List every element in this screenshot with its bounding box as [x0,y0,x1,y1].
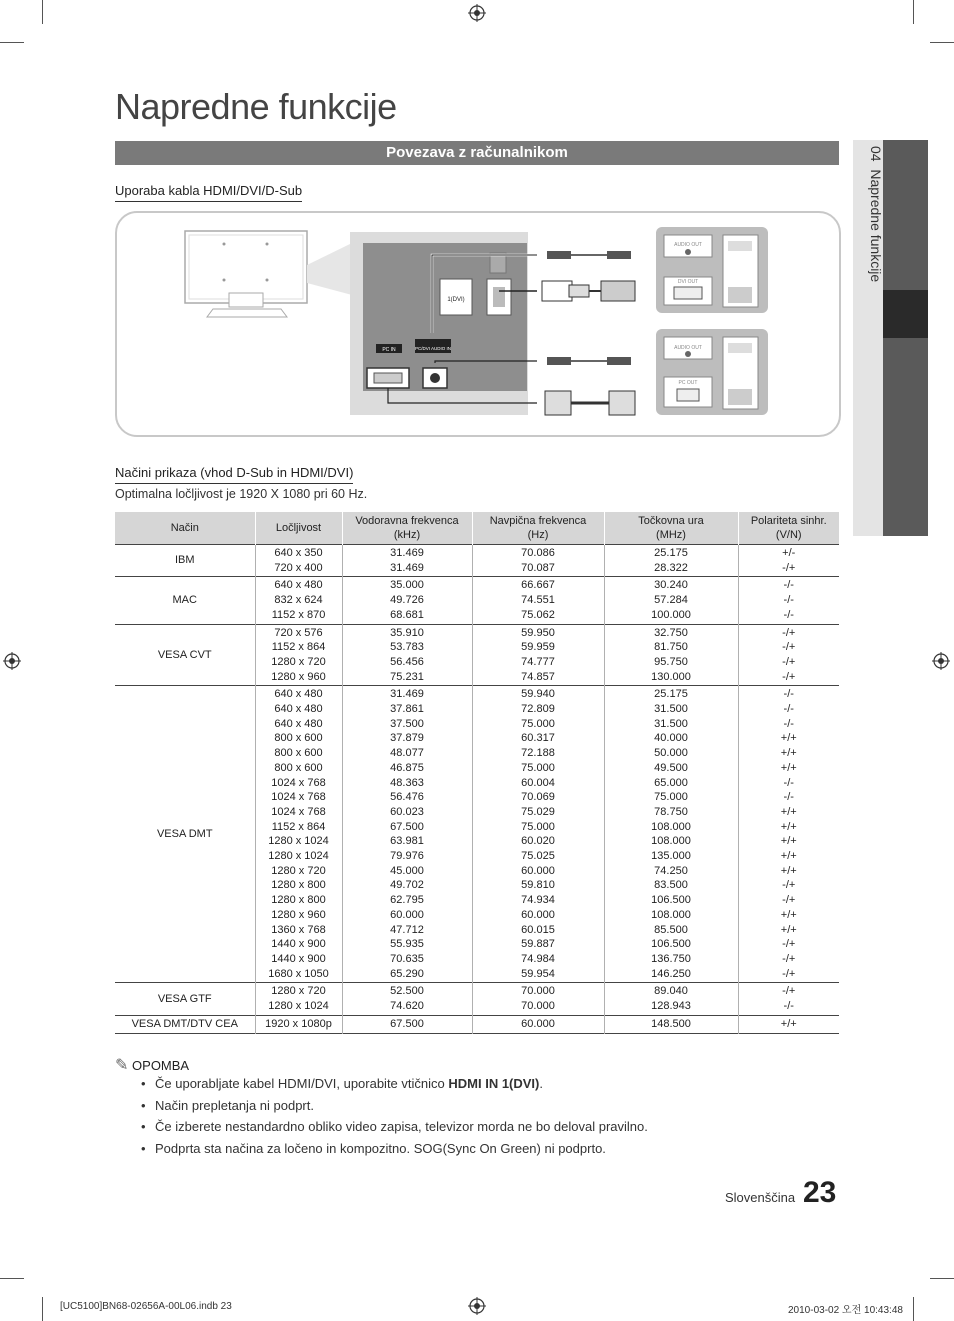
pc1-video-label: DVI OUT [677,279,699,285]
vfreq-cell: 59.940 72.809 75.000 60.317 72.188 75.000 60.004 70.069 75.029 75.000 60.020 75.025 60.000 59.810 74.934 60.000 60.015 59.887 74.984 59.954 [472,686,604,983]
note-list [141,1076,648,1162]
page-number: 23 [803,1176,837,1209]
crop-mark [930,1278,954,1279]
polarity-cell: +/+ [738,1015,839,1033]
connection-diagram [115,211,841,437]
mode-cell: VESA GTF [157,992,212,1005]
clock-cell: 148.500 [604,1015,738,1033]
optimal-resolution-text: Optimalna ločljivost je 1920 X 1080 pri 60 Hz. [115,487,368,501]
note-heading-label: OPOMBA [132,1058,190,1073]
page-title: Napredne funkcije [115,86,397,127]
column-header: Navpična frekvenca (Hz) [472,512,604,545]
tv-port-audio-label: PC/DVI AUDIO IN [414,346,452,351]
mode-cell: MAC [172,594,197,607]
resolution-cell: 640 x 480 640 x 480 640 x 480 800 x 600 800 x 600 800 x 600 1024 x 768 1024 x 768 1024 x 768 1152 x 864 1280 x 1024 1280 x 1024 1280 x 720 1280 x 800 1280 x 800 1280 x 960 1360 x 768 1440 x 900 1440 x 900 1680 x 1050 [255,686,342,983]
tv-port-hdmi-label: 1(DVI) [447,297,465,303]
crop-mark [0,42,24,43]
column-header: Polariteta sinhr. (V/N) [738,512,839,545]
resolution-cell: 640 x 480 832 x 624 1152 x 870 [255,577,342,624]
note-text: Če uporabljate kabel HDMI/DVI, uporabite vtičnico [155,1076,449,1091]
mode-cell: IBM [174,554,195,567]
column-header: Način [115,512,255,545]
column-header: Ločljivost [255,512,342,545]
tv-port-pcin-label: PC IN [382,347,396,353]
table-row [115,624,839,686]
crop-mark [42,1297,43,1321]
crop-mark [913,0,914,24]
note-text: Način prepletanja ni podprt. [155,1097,314,1113]
polarity-cell: +/- -/+ [738,545,839,577]
column-header: Vodoravna frekvenca (kHz) [342,512,472,545]
pencil-icon: ✎ [115,1057,129,1074]
resolution-cell: 1280 x 720 1280 x 1024 [255,983,342,1015]
vfreq-cell: 70.000 70.000 [472,983,604,1015]
registration-mark-icon [468,1297,486,1315]
footer-language: Slovenščina [725,1190,796,1205]
mode-cell: VESA DMT [156,828,213,840]
registration-mark-icon [932,652,950,670]
resolution-cell: 1920 x 1080p [255,1015,342,1033]
section-title: Povezava z računalnikom [115,141,839,165]
chapter-name: Napredne funkcije [868,169,884,283]
table-row [115,1015,839,1033]
pc2-audio-label: AUDIO OUT [674,345,702,351]
clock-cell: 25.175 28.322 [604,545,738,577]
vfreq-cell: 66.667 74.551 75.062 [472,577,604,624]
registration-mark-icon [468,4,486,22]
table-row [115,983,839,1015]
table-row [115,577,839,624]
polarity-cell: -/+ -/- [738,983,839,1015]
pc1-audio-label: AUDIO OUT [674,242,702,248]
list-item [141,1141,648,1157]
hfreq-cell: 35.000 49.726 68.681 [342,577,472,624]
pc2-video-label: PC OUT [678,380,698,386]
polarity-cell: -/- -/- -/- +/+ +/+ +/+ -/- -/- +/+ +/+ +/+ +/+ +/+ -/+ -/+ +/+ +/+ -/+ -/+ -/+ [738,686,839,983]
hfreq-cell: 52.500 74.620 [342,983,472,1015]
crop-mark [930,42,954,43]
note-text: Če izberete nestandardno obliko video zapisa, televizor morda ne bo deloval pravilno. [155,1119,648,1134]
chapter-number: 04 [868,146,884,162]
hfreq-cell: 67.500 [342,1015,472,1033]
crop-mark [42,0,43,24]
table-header-row [115,512,839,545]
note-heading [115,1055,189,1075]
registration-mark-icon [3,652,21,670]
clock-cell: 32.750 81.750 95.750 130.000 [604,624,738,686]
hfreq-cell: 35.910 53.783 56.456 75.231 [342,624,472,686]
vfreq-cell: 70.086 70.087 [472,545,604,577]
subheading-modes: Načini prikaza (vhod D-Sub in HDMI/DVI) [115,465,353,484]
mode-cell: VESA DMT/DTV CEA [131,1017,238,1030]
polarity-cell: -/- -/- -/- [738,577,839,624]
chapter-side-label [868,146,884,282]
list-item [141,1098,648,1114]
note-text: . [539,1076,543,1091]
display-modes-table [115,512,839,1034]
hfreq-cell: 31.469 37.861 37.500 37.879 48.077 46.875 48.363 56.476 60.023 67.500 63.981 79.976 45.000 49.702 62.795 60.000 47.712 55.935 70.635 65.290 [342,686,472,983]
chapter-side-tab-dark [883,140,928,536]
chapter-side-tab-marker [883,290,928,338]
print-slug-right: 2010-03-02 오전 10:43:48 [788,1305,903,1316]
clock-cell: 25.175 31.500 31.500 40.000 50.000 49.500 65.000 75.000 78.750 108.000 108.000 135.000 74.250 83.500 106.500 108.000 85.500 106.500 136.750 146.250 [604,686,738,983]
column-header: Točkovna ura (MHz) [604,512,738,545]
clock-cell: 30.240 57.284 100.000 [604,577,738,624]
note-text: Podprta sta načina za ločeno in kompozitno. SOG(Sync On Green) ni podprto. [155,1140,606,1156]
print-slug-left: [UC5100]BN68-02656A-00L06.indb 23 [60,1301,232,1312]
crop-mark [0,1278,24,1279]
connection-diagram-svg [117,213,839,435]
resolution-cell: 640 x 350 720 x 400 [255,545,342,577]
resolution-cell: 720 x 576 1152 x 864 1280 x 720 1280 x 960 [255,624,342,686]
hfreq-cell: 31.469 31.469 [342,545,472,577]
vfreq-cell: 59.950 59.959 74.777 74.857 [472,624,604,686]
table-row [115,686,839,983]
note-strong: HDMI IN 1(DVI) [448,1076,540,1091]
clock-cell: 89.040 128.943 [604,983,738,1015]
list-item [141,1076,648,1092]
list-item [141,1119,648,1135]
vfreq-cell: 60.000 [472,1015,604,1033]
mode-cell: VESA CVT [157,648,212,661]
subheading-cable: Uporaba kabla HDMI/DVI/D-Sub [115,183,302,202]
polarity-cell: -/+ -/+ -/+ -/+ [738,624,839,686]
crop-mark [913,1297,914,1321]
table-row [115,545,839,577]
